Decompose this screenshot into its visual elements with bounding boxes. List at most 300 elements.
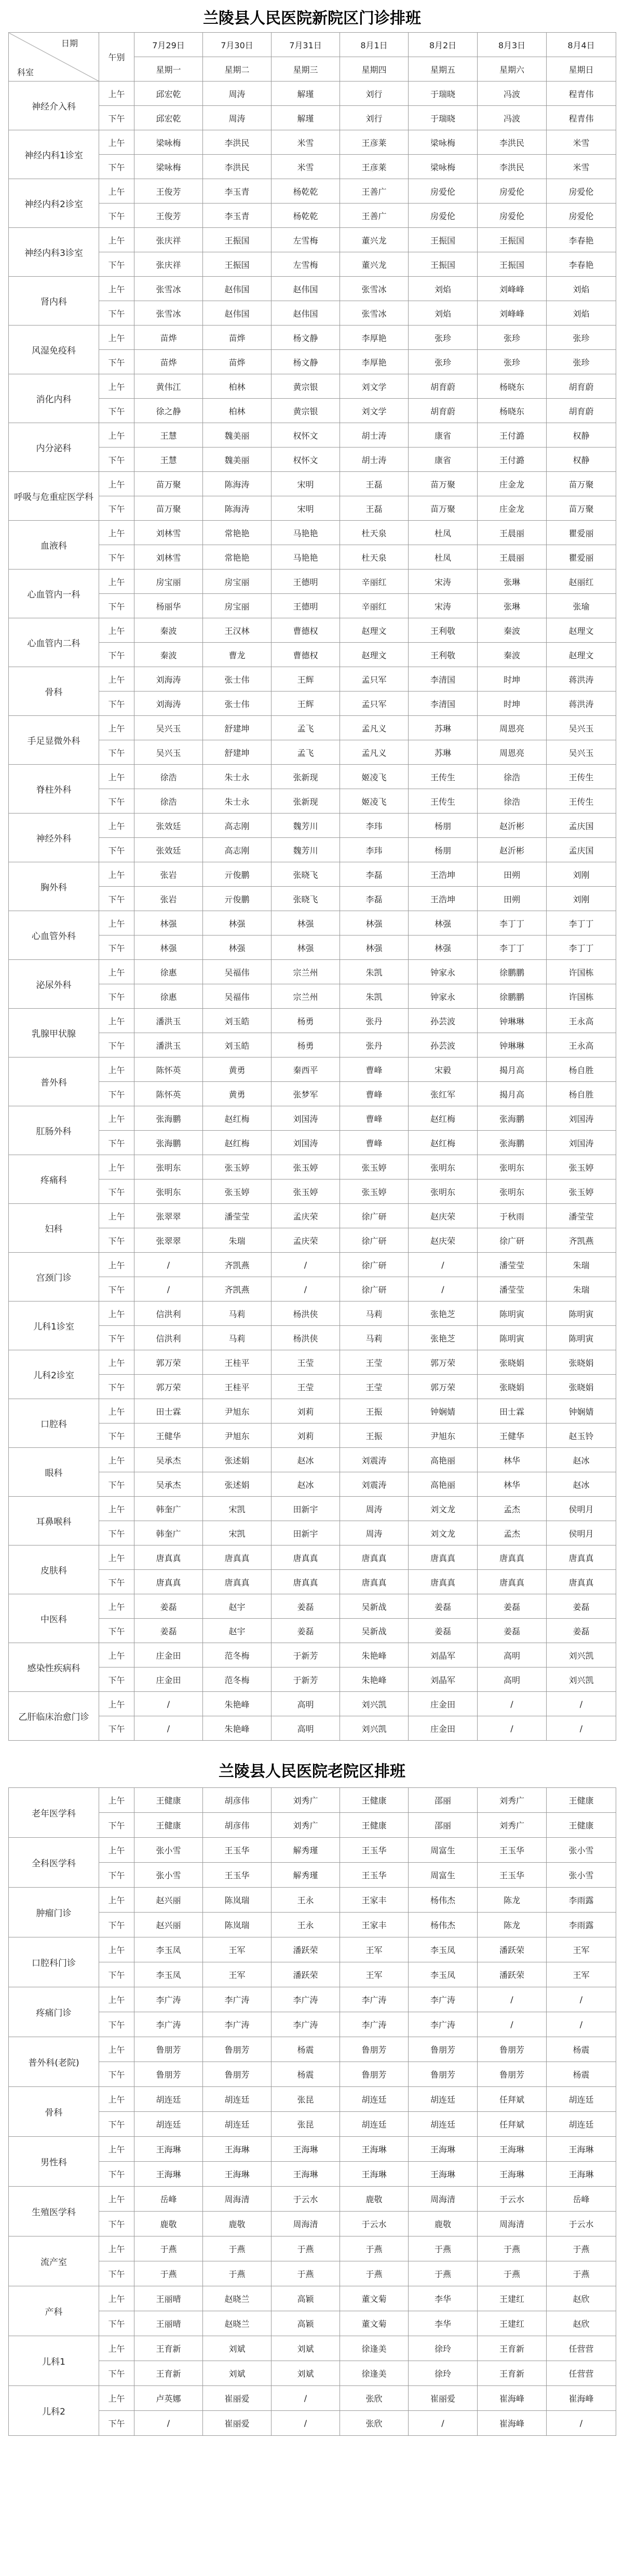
- doctor-cell: 杨朋: [409, 838, 478, 862]
- doctor-cell: 刘秀广: [478, 1813, 547, 1838]
- doctor-cell: 唐真真: [134, 1545, 203, 1570]
- doctor-cell: 姜磊: [272, 1619, 340, 1643]
- doctor-cell: 张珍: [478, 350, 547, 374]
- schedule-row: [9, 1106, 616, 1131]
- doctor-cell: 杨乾乾: [272, 204, 340, 228]
- ampm-cell: 下午: [99, 1082, 134, 1106]
- department-name: 儿科1诊室: [9, 1301, 99, 1350]
- doctor-cell: 马莉: [340, 1301, 409, 1326]
- doctor-cell: 于燕: [340, 2261, 409, 2286]
- doctor-cell: 徐广研: [340, 1277, 409, 1301]
- department-name: 神经外科: [9, 814, 99, 862]
- doctor-cell: 潘莹莹: [547, 1204, 616, 1228]
- doctor-cell: 陈怀英: [134, 1082, 203, 1106]
- doctor-cell: 王利敬: [409, 643, 478, 667]
- doctor-cell: 杨晓东: [478, 374, 547, 399]
- schedule-row: [9, 1350, 616, 1375]
- department-name: 皮肤科: [9, 1545, 99, 1594]
- doctor-cell: 刘刚: [547, 862, 616, 887]
- doctor-cell: 姜磊: [478, 1594, 547, 1619]
- doctor-cell: 李玉凤: [409, 1962, 478, 1987]
- doctor-cell: 陈海涛: [203, 496, 272, 521]
- doctor-cell: 王海琳: [272, 2137, 340, 2162]
- doctor-cell: 王振国: [203, 252, 272, 277]
- weekday-header: 星期一: [134, 57, 203, 82]
- schedule-row: [9, 1863, 616, 1888]
- doctor-cell: 鲁朋芳: [203, 2037, 272, 2062]
- doctor-cell: 朱艳峰: [203, 1692, 272, 1716]
- ampm-cell: 下午: [99, 594, 134, 618]
- doctor-cell: 吴福伟: [203, 960, 272, 984]
- doctor-cell: /: [409, 1277, 478, 1301]
- doctor-cell: 徐鹏鹏: [478, 984, 547, 1009]
- ampm-cell: 下午: [99, 2062, 134, 2087]
- department-name: 口腔科: [9, 1399, 99, 1448]
- doctor-cell: 苗万聚: [547, 472, 616, 496]
- doctor-cell: 常艳艳: [203, 545, 272, 570]
- doctor-cell: 李丁丁: [547, 911, 616, 936]
- doctor-cell: 韩奎广: [134, 1521, 203, 1545]
- doctor-cell: 王建红: [478, 2286, 547, 2311]
- doctor-cell: 王振国: [478, 228, 547, 252]
- doctor-cell: 张昆: [272, 2087, 340, 2112]
- doctor-cell: /: [134, 1692, 203, 1716]
- weekday-header: 星期三: [272, 57, 340, 82]
- doctor-cell: 李雨露: [547, 1913, 616, 1937]
- ampm-cell: 上午: [99, 1106, 134, 1131]
- doctor-cell: /: [478, 1692, 547, 1716]
- doctor-cell: 秦波: [134, 643, 203, 667]
- doctor-cell: 吴兴玉: [134, 740, 203, 765]
- doctor-cell: 胡育蔚: [409, 399, 478, 423]
- doctor-cell: 魏美丽: [203, 448, 272, 472]
- doctor-cell: 唐真真: [340, 1545, 409, 1570]
- doctor-cell: 张小雪: [134, 1838, 203, 1863]
- doctor-cell: 王育新: [134, 2336, 203, 2361]
- doctor-cell: 郭万荣: [409, 1375, 478, 1399]
- doctor-cell: 于云水: [478, 2187, 547, 2212]
- ampm-cell: 下午: [99, 887, 134, 911]
- ampm-cell: 下午: [99, 545, 134, 570]
- doctor-cell: 吴新战: [340, 1594, 409, 1619]
- doctor-cell: 钟琳琳: [478, 1033, 547, 1057]
- doctor-cell: 陈龙: [478, 1913, 547, 1937]
- doctor-cell: 任营营: [547, 2361, 616, 2386]
- doctor-cell: 姜磊: [547, 1594, 616, 1619]
- doctor-cell: 陈明寅: [547, 1301, 616, 1326]
- doctor-cell: 亓俊鹏: [203, 887, 272, 911]
- doctor-cell: 杨朋: [409, 814, 478, 838]
- doctor-cell: 李洪民: [203, 155, 272, 179]
- doctor-cell: 张珍: [409, 350, 478, 374]
- department-name: 心血管内一科: [9, 570, 99, 618]
- doctor-cell: 王善广: [340, 179, 409, 204]
- doctor-cell: 刘国涛: [547, 1131, 616, 1155]
- ampm-cell: 上午: [99, 1888, 134, 1913]
- doctor-cell: 赵理文: [547, 618, 616, 643]
- doctor-cell: 舒建坤: [203, 716, 272, 740]
- ampm-cell: 下午: [99, 1228, 134, 1253]
- doctor-cell: 赵红梅: [203, 1131, 272, 1155]
- schedule-row: [9, 130, 616, 155]
- ampm-cell: 上午: [99, 960, 134, 984]
- doctor-cell: 于秋雨: [478, 1204, 547, 1228]
- doctor-cell: 赵冰: [272, 1472, 340, 1497]
- doctor-cell: 庄金龙: [478, 472, 547, 496]
- doctor-cell: 冯波: [478, 106, 547, 130]
- schedule-row: [9, 1643, 616, 1667]
- doctor-cell: 米雪: [547, 130, 616, 155]
- doctor-cell: 李春艳: [547, 252, 616, 277]
- doctor-cell: 王玉华: [478, 1838, 547, 1863]
- doctor-cell: 张玉婷: [547, 1155, 616, 1179]
- doctor-cell: 于燕: [409, 2236, 478, 2261]
- doctor-cell: 张雪冰: [134, 277, 203, 301]
- doctor-cell: 张晓娟: [478, 1350, 547, 1375]
- ampm-cell: 上午: [99, 2187, 134, 2212]
- doctor-cell: 赵红梅: [203, 1106, 272, 1131]
- doctor-cell: 于燕: [409, 2261, 478, 2286]
- doctor-cell: 于新芳: [272, 1643, 340, 1667]
- doctor-cell: 王建红: [478, 2311, 547, 2336]
- schedule-row: [9, 1962, 616, 1987]
- department-name: 肛肠外科: [9, 1106, 99, 1155]
- schedule-row: [9, 1692, 616, 1716]
- ampm-cell: 下午: [99, 1277, 134, 1301]
- doctor-cell: 赵理文: [340, 618, 409, 643]
- doctor-cell: 刘震涛: [340, 1472, 409, 1497]
- doctor-cell: 孟庆国: [547, 838, 616, 862]
- new-campus-schedule-table: [8, 32, 616, 1741]
- schedule-row: [9, 2212, 616, 2236]
- schedule-row: [9, 1667, 616, 1692]
- doctor-cell: 李广涛: [134, 1987, 203, 2012]
- doctor-cell: 高志刚: [203, 814, 272, 838]
- doctor-cell: 于瑞晓: [409, 106, 478, 130]
- doctor-cell: 苗烨: [203, 326, 272, 350]
- doctor-cell: 王军: [203, 1962, 272, 1987]
- doctor-cell: 王军: [340, 1962, 409, 1987]
- doctor-cell: 朱士永: [203, 765, 272, 789]
- doctor-cell: 鹿敬: [409, 2212, 478, 2236]
- doctor-cell: 赵伟国: [272, 277, 340, 301]
- doctor-cell: 房爱伦: [409, 204, 478, 228]
- doctor-cell: 刘林雪: [134, 521, 203, 545]
- doctor-cell: 刘莉: [272, 1399, 340, 1423]
- doctor-cell: 王振: [340, 1399, 409, 1423]
- schedule-row: [9, 1570, 616, 1594]
- doctor-cell: 权静: [547, 448, 616, 472]
- doctor-cell: 赵庆荣: [409, 1204, 478, 1228]
- doctor-cell: 崔丽爱: [203, 2411, 272, 2436]
- schedule-row: [9, 1277, 616, 1301]
- doctor-cell: 张梦军: [272, 1082, 340, 1106]
- ampm-cell: 上午: [99, 814, 134, 838]
- doctor-cell: 蒋洪涛: [547, 667, 616, 692]
- doctor-cell: 田新宇: [272, 1521, 340, 1545]
- doctor-cell: 李广涛: [409, 2012, 478, 2037]
- doctor-cell: 王永高: [547, 1033, 616, 1057]
- schedule-row: [9, 1987, 616, 2012]
- ampm-cell: 上午: [99, 1987, 134, 2012]
- doctor-cell: 张翠翠: [134, 1204, 203, 1228]
- doctor-cell: 钟家永: [409, 960, 478, 984]
- doctor-cell: 张昆: [272, 2112, 340, 2137]
- doctor-cell: 李丁丁: [478, 936, 547, 960]
- department-name: 风湿免疫科: [9, 326, 99, 374]
- schedule-row: [9, 448, 616, 472]
- doctor-cell: 张士伟: [203, 667, 272, 692]
- doctor-cell: /: [547, 2012, 616, 2037]
- schedule-row: [9, 570, 616, 594]
- doctor-cell: 时坤: [478, 692, 547, 716]
- doctor-cell: 钟家永: [409, 984, 478, 1009]
- ampm-cell: 下午: [99, 1131, 134, 1155]
- doctor-cell: 魏芳川: [272, 814, 340, 838]
- doctor-cell: 刘斌: [272, 2361, 340, 2386]
- doctor-cell: 王海琳: [478, 2162, 547, 2187]
- doctor-cell: 庄金田: [409, 1692, 478, 1716]
- doctor-cell: 孟只军: [340, 692, 409, 716]
- doctor-cell: 周富生: [409, 1863, 478, 1888]
- doctor-cell: 张效廷: [134, 814, 203, 838]
- doctor-cell: 鲁朋芳: [203, 2062, 272, 2087]
- doctor-cell: 徐玲: [409, 2336, 478, 2361]
- doctor-cell: 王莹: [272, 1350, 340, 1375]
- doctor-cell: 崔海峰: [547, 2386, 616, 2411]
- doctor-cell: 杨伟杰: [409, 1913, 478, 1937]
- doctor-cell: 胡育蔚: [409, 374, 478, 399]
- doctor-cell: 王利敬: [409, 618, 478, 643]
- doctor-cell: 王健康: [340, 1788, 409, 1813]
- doctor-cell: 卢英娜: [134, 2386, 203, 2411]
- doctor-cell: 张效廷: [134, 838, 203, 862]
- doctor-cell: 瞿爱丽: [547, 545, 616, 570]
- doctor-cell: 高颖: [272, 2311, 340, 2336]
- doctor-cell: 王海琳: [203, 2162, 272, 2187]
- doctor-cell: 王育新: [478, 2361, 547, 2386]
- doctor-cell: 刘秀广: [272, 1788, 340, 1813]
- doctor-cell: 王传生: [547, 765, 616, 789]
- doctor-cell: 王传生: [409, 789, 478, 814]
- department-name: 儿科1: [9, 2336, 99, 2386]
- doctor-cell: 李厚艳: [340, 350, 409, 374]
- doctor-cell: 潘跃荣: [478, 1962, 547, 1987]
- doctor-cell: 刘晶军: [409, 1667, 478, 1692]
- doctor-cell: 宋明: [272, 472, 340, 496]
- doctor-cell: 刘文龙: [409, 1497, 478, 1521]
- doctor-cell: 朱瑞: [547, 1277, 616, 1301]
- schedule-row: [9, 618, 616, 643]
- doctor-cell: 宋涛: [409, 594, 478, 618]
- doctor-cell: 唐真真: [409, 1545, 478, 1570]
- doctor-cell: 张瑜: [547, 594, 616, 618]
- schedule-row: [9, 277, 616, 301]
- schedule-row: [9, 350, 616, 374]
- doctor-cell: 王海琳: [478, 2137, 547, 2162]
- doctor-cell: 李广涛: [409, 1987, 478, 2012]
- ampm-cell: 上午: [99, 1399, 134, 1423]
- date-header: 8月2日: [409, 33, 478, 57]
- doctor-cell: 崔海峰: [478, 2386, 547, 2411]
- doctor-cell: 房爱伦: [547, 179, 616, 204]
- schedule-row: [9, 1838, 616, 1863]
- schedule-row: [9, 545, 616, 570]
- doctor-cell: 庄金龙: [478, 496, 547, 521]
- doctor-cell: 李玉凤: [134, 1962, 203, 1987]
- doctor-cell: /: [409, 1253, 478, 1277]
- doctor-cell: 王振国: [203, 228, 272, 252]
- department-name: 手足显微外科: [9, 716, 99, 765]
- schedule-row: [9, 2087, 616, 2112]
- doctor-cell: 刘秀广: [272, 1813, 340, 1838]
- doctor-cell: /: [547, 1692, 616, 1716]
- doctor-cell: 王桂平: [203, 1375, 272, 1399]
- doctor-cell: 曹峰: [340, 1106, 409, 1131]
- schedule-row: [9, 2361, 616, 2386]
- doctor-cell: 田新宇: [272, 1497, 340, 1521]
- doctor-cell: /: [134, 2411, 203, 2436]
- doctor-cell: 宋涛: [409, 570, 478, 594]
- doctor-cell: 张晓飞: [272, 862, 340, 887]
- doctor-cell: 徐浩: [134, 765, 203, 789]
- doctor-cell: 高志刚: [203, 838, 272, 862]
- doctor-cell: 鹿敬: [134, 2212, 203, 2236]
- doctor-cell: 徐之静: [134, 399, 203, 423]
- doctor-cell: 钟娴婧: [409, 1399, 478, 1423]
- doctor-cell: 齐凯燕: [203, 1277, 272, 1301]
- doctor-cell: 刘晶军: [409, 1643, 478, 1667]
- doctor-cell: 李玮: [340, 814, 409, 838]
- doctor-cell: 胡连廷: [340, 2087, 409, 2112]
- doctor-cell: 赵宇: [203, 1594, 272, 1619]
- doctor-cell: 张岩: [134, 887, 203, 911]
- doctor-cell: 张丹: [340, 1009, 409, 1033]
- doctor-cell: 康省: [409, 423, 478, 448]
- doctor-cell: 杨丽华: [134, 594, 203, 618]
- schedule-row: [9, 521, 616, 545]
- doctor-cell: 林强: [203, 911, 272, 936]
- doctor-cell: 杜天泉: [340, 545, 409, 570]
- doctor-cell: 张小雪: [547, 1838, 616, 1863]
- doctor-cell: 张玉婷: [340, 1179, 409, 1204]
- doctor-cell: 于云水: [340, 2212, 409, 2236]
- doctor-cell: 张欣: [340, 2411, 409, 2436]
- doctor-cell: 赵理文: [340, 643, 409, 667]
- doctor-cell: 张明东: [409, 1155, 478, 1179]
- doctor-cell: 黄勇: [203, 1082, 272, 1106]
- department-name: 血液科: [9, 521, 99, 570]
- ampm-cell: 上午: [99, 521, 134, 545]
- doctor-cell: 高明: [272, 1716, 340, 1741]
- ampm-cell: 上午: [99, 228, 134, 252]
- doctor-cell: 权怀文: [272, 448, 340, 472]
- doctor-cell: 张士伟: [203, 692, 272, 716]
- doctor-cell: 黄勇: [203, 1057, 272, 1082]
- doctor-cell: 林华: [478, 1448, 547, 1472]
- schedule-row: [9, 1937, 616, 1962]
- doctor-cell: 黄宗银: [272, 374, 340, 399]
- ampm-cell: 下午: [99, 2112, 134, 2137]
- doctor-cell: 董兴龙: [340, 228, 409, 252]
- date-header: 7月29日: [134, 33, 203, 57]
- schedule-row: [9, 2037, 616, 2062]
- doctor-cell: 刘国涛: [272, 1106, 340, 1131]
- doctor-cell: 周海清: [203, 2187, 272, 2212]
- doctor-cell: 张述娟: [203, 1448, 272, 1472]
- schedule-row: [9, 2261, 616, 2286]
- ampm-cell: 上午: [99, 1497, 134, 1521]
- doctor-cell: 王海琳: [340, 2137, 409, 2162]
- doctor-cell: 张珍: [478, 326, 547, 350]
- schedule-row: [9, 1399, 616, 1423]
- doctor-cell: 张翠翠: [134, 1228, 203, 1253]
- doctor-cell: 权静: [547, 423, 616, 448]
- weekday-header: 星期五: [409, 57, 478, 82]
- doctor-cell: 刘兴凯: [547, 1643, 616, 1667]
- schedule-row: [9, 1521, 616, 1545]
- doctor-cell: 许国栋: [547, 984, 616, 1009]
- ampm-cell: 下午: [99, 1570, 134, 1594]
- doctor-cell: 赵红梅: [409, 1131, 478, 1155]
- doctor-cell: 董文菊: [340, 2286, 409, 2311]
- schedule-row: [9, 228, 616, 252]
- date-header: 8月1日: [340, 33, 409, 57]
- doctor-cell: 田士霖: [478, 1399, 547, 1423]
- doctor-cell: 林强: [272, 936, 340, 960]
- doctor-cell: 岳峰: [134, 2187, 203, 2212]
- ampm-cell: 下午: [99, 448, 134, 472]
- doctor-cell: 赵兴丽: [134, 1888, 203, 1913]
- doctor-cell: 赵晓兰: [203, 2311, 272, 2336]
- doctor-cell: 张玉婷: [272, 1155, 340, 1179]
- doctor-cell: 左雪梅: [272, 252, 340, 277]
- doctor-cell: 王家丰: [340, 1888, 409, 1913]
- doctor-cell: 李春艳: [547, 228, 616, 252]
- ampm-cell: 上午: [99, 472, 134, 496]
- schedule-row: [9, 2112, 616, 2137]
- doctor-cell: 曹峰: [340, 1057, 409, 1082]
- ampm-cell: 上午: [99, 862, 134, 887]
- department-name: 普外科: [9, 1057, 99, 1106]
- doctor-cell: 孟飞: [272, 716, 340, 740]
- doctor-cell: 孙芸波: [409, 1009, 478, 1033]
- doctor-cell: 曹德权: [272, 643, 340, 667]
- doctor-cell: 刘峰峰: [478, 301, 547, 326]
- doctor-cell: 张海鹏: [478, 1131, 547, 1155]
- doctor-cell: 邵丽: [409, 1788, 478, 1813]
- doctor-cell: 邱宏乾: [134, 106, 203, 130]
- doctor-cell: 秦波: [478, 618, 547, 643]
- ampm-cell: 上午: [99, 1204, 134, 1228]
- doctor-cell: 赵宇: [203, 1619, 272, 1643]
- doctor-cell: 任拜斌: [478, 2087, 547, 2112]
- doctor-cell: 刘斌: [203, 2336, 272, 2361]
- doctor-cell: 王军: [203, 1937, 272, 1962]
- doctor-cell: 李广涛: [272, 2012, 340, 2037]
- ampm-cell: 上午: [99, 618, 134, 643]
- doctor-cell: 杨震: [547, 2062, 616, 2087]
- ampm-cell: 上午: [99, 2336, 134, 2361]
- doctor-cell: 赵兴丽: [134, 1913, 203, 1937]
- doctor-cell: 于燕: [272, 2261, 340, 2286]
- doctor-cell: 周涛: [203, 106, 272, 130]
- doctor-cell: 秦波: [134, 618, 203, 643]
- doctor-cell: 王永高: [547, 1009, 616, 1033]
- doctor-cell: 胡士涛: [340, 423, 409, 448]
- department-name: 胸外科: [9, 862, 99, 911]
- schedule-row: [9, 1082, 616, 1106]
